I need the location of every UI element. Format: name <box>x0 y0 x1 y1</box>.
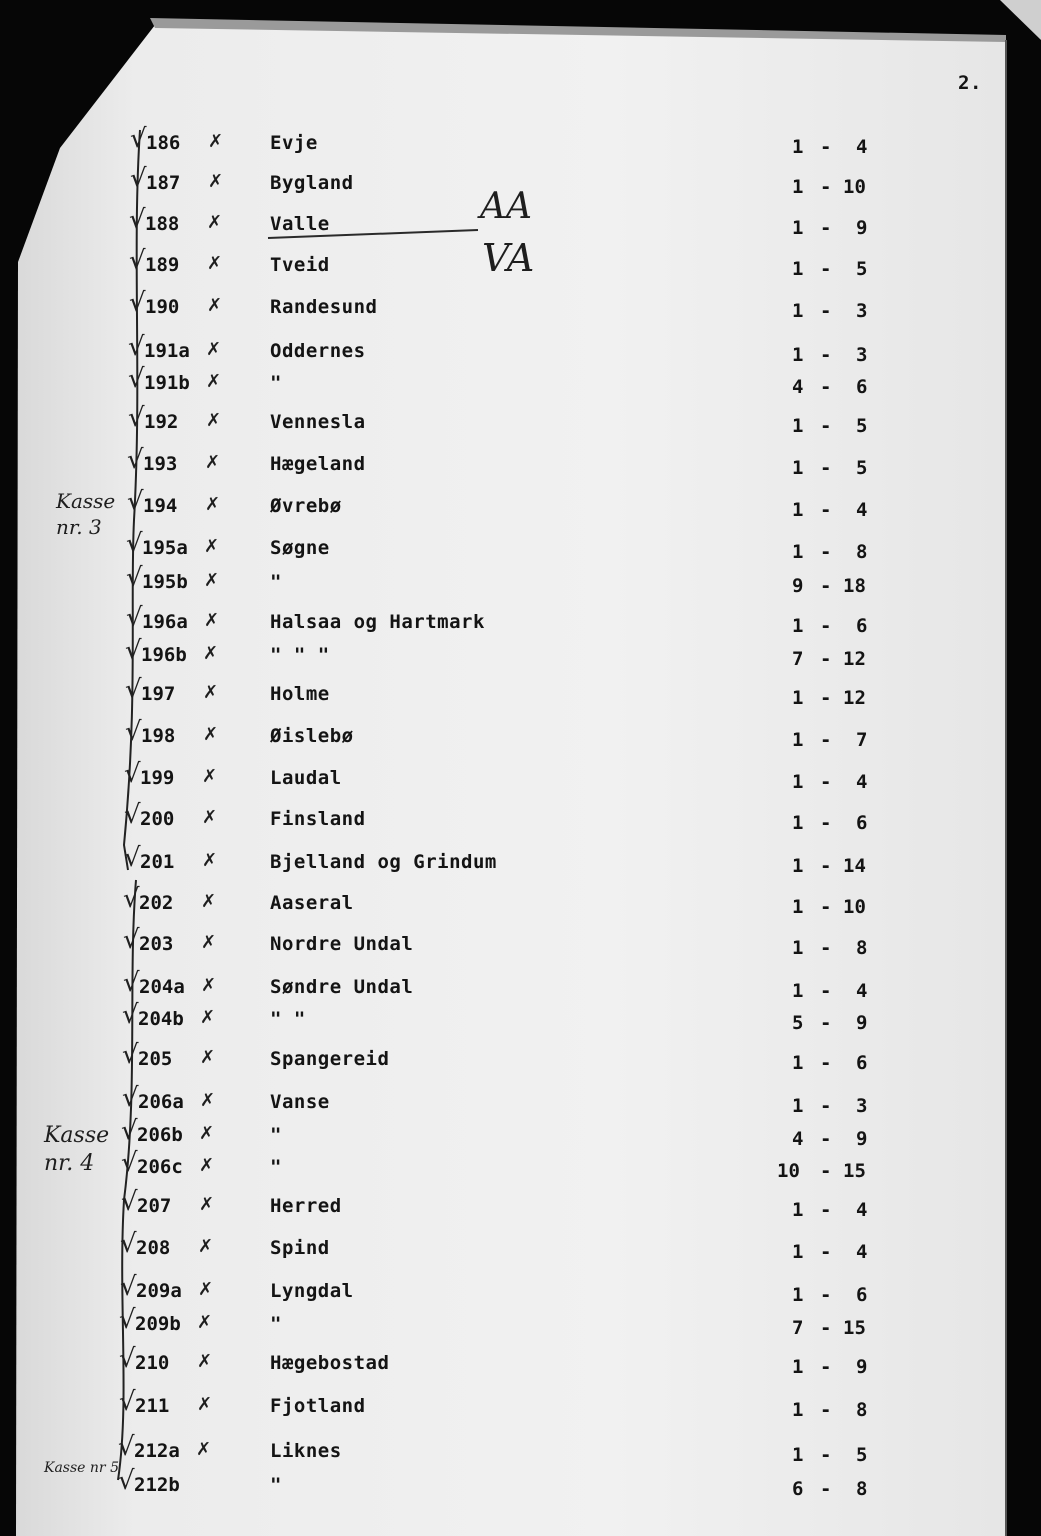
range-dash: - <box>820 1356 832 1378</box>
parish-name: Øvrebø <box>270 495 342 517</box>
parish-name: Liknes <box>270 1440 342 1462</box>
tick-mark-icon: ✗ <box>202 807 218 828</box>
parish-name: Evje <box>270 132 318 154</box>
check-mark-icon: √ <box>125 675 142 705</box>
range-to: 8 <box>856 937 868 959</box>
tick-mark-icon: ✗ <box>202 850 218 871</box>
parish-name: Valle <box>270 213 330 235</box>
range-from: 1 <box>792 1284 804 1306</box>
range-to: 12 <box>843 687 866 709</box>
tick-mark-icon: ✗ <box>205 452 221 473</box>
range-from: 1 <box>792 729 804 751</box>
range-to: 9 <box>856 1012 868 1034</box>
parish-name: Laudal <box>270 767 342 789</box>
check-mark-icon: √ <box>118 1432 135 1462</box>
parish-name: Fjotland <box>270 1395 366 1417</box>
entry-number: 200 <box>140 808 175 830</box>
tick-mark-icon: ✗ <box>208 131 224 152</box>
range-to: 3 <box>856 300 868 322</box>
check-mark-icon: √ <box>128 403 145 433</box>
range-dash: - <box>820 376 832 398</box>
page-number: 2. <box>958 72 982 94</box>
range-from: 1 <box>792 896 804 918</box>
tick-mark-icon: ✗ <box>201 891 217 912</box>
range-from: 1 <box>792 136 804 158</box>
range-to: 6 <box>856 376 868 398</box>
tick-mark-icon: ✗ <box>207 253 223 274</box>
tick-mark-icon: ✗ <box>199 1155 215 1176</box>
entry-number: 199 <box>140 767 175 789</box>
parish-name: Holme <box>270 683 330 705</box>
tick-mark-icon: ✗ <box>201 975 217 996</box>
tick-mark-icon: ✗ <box>200 1007 216 1028</box>
range-from: 1 <box>792 615 804 637</box>
range-to: 15 <box>843 1317 866 1339</box>
tick-mark-icon: ✗ <box>206 410 222 431</box>
range-from: 6 <box>792 1478 804 1500</box>
check-mark-icon: √ <box>122 1083 139 1113</box>
parish-name: Søndre Undal <box>270 976 414 998</box>
entry-number: 203 <box>139 933 174 955</box>
range-from: 1 <box>792 300 804 322</box>
range-to: 5 <box>856 1444 868 1466</box>
parish-name: Hægeland <box>270 453 366 475</box>
annotation-kasse-4: Kasse nr. 4 <box>44 1123 110 1176</box>
parish-name: Spind <box>270 1237 330 1259</box>
range-from: 1 <box>792 176 804 198</box>
range-to: 4 <box>856 1199 868 1221</box>
entry-number: 187 <box>146 172 181 194</box>
range-from: 5 <box>792 1012 804 1034</box>
tick-mark-icon: ✗ <box>201 932 217 953</box>
check-mark-icon: √ <box>127 487 144 517</box>
range-from: 1 <box>792 344 804 366</box>
range-dash: - <box>820 344 832 366</box>
entry-number: 193 <box>143 453 178 475</box>
range-to: 8 <box>856 541 868 563</box>
entry-number: 192 <box>144 411 179 433</box>
range-from: 10 <box>777 1160 800 1182</box>
range-from: 1 <box>792 1052 804 1074</box>
check-mark-icon: √ <box>124 759 141 789</box>
check-mark-icon: √ <box>120 1272 137 1302</box>
range-from: 4 <box>792 376 804 398</box>
range-dash: - <box>820 855 832 877</box>
range-dash: - <box>820 771 832 793</box>
parish-name: Randesund <box>270 296 378 318</box>
check-mark-icon: √ <box>126 603 143 633</box>
tick-mark-icon: ✗ <box>198 1279 214 1300</box>
entry-number: 212b <box>134 1474 180 1496</box>
check-mark-icon: √ <box>127 445 144 475</box>
check-mark-icon: √ <box>130 124 147 154</box>
range-dash: - <box>820 499 832 521</box>
range-from: 1 <box>792 1356 804 1378</box>
range-from: 1 <box>792 499 804 521</box>
parish-name: Vennesla <box>270 411 366 433</box>
tick-mark-icon: ✗ <box>203 724 219 745</box>
range-to: 5 <box>856 415 868 437</box>
range-from: 1 <box>792 541 804 563</box>
range-dash: - <box>820 687 832 709</box>
tick-mark-icon: ✗ <box>206 339 222 360</box>
range-to: 9 <box>856 1128 868 1150</box>
tick-mark-icon: ✗ <box>199 1194 215 1215</box>
range-from: 1 <box>792 937 804 959</box>
check-mark-icon: √ <box>128 364 145 394</box>
parish-name: Finsland <box>270 808 366 830</box>
range-from: 1 <box>792 1241 804 1263</box>
entry-number: 196b <box>141 644 187 666</box>
range-dash: - <box>820 457 832 479</box>
range-to: 10 <box>843 176 866 198</box>
check-mark-icon: √ <box>121 1187 138 1217</box>
range-dash: - <box>820 937 832 959</box>
check-mark-icon: √ <box>122 1000 139 1030</box>
annotation-aa: AA <box>480 186 532 227</box>
range-dash: - <box>820 300 832 322</box>
range-dash: - <box>820 1284 832 1306</box>
tick-mark-icon: ✗ <box>200 1090 216 1111</box>
check-mark-icon: √ <box>130 164 147 194</box>
entry-number: 194 <box>143 495 178 517</box>
tick-mark-icon: ✗ <box>207 212 223 233</box>
range-dash: - <box>820 1399 832 1421</box>
range-to: 9 <box>856 1356 868 1378</box>
check-mark-icon: √ <box>125 636 142 666</box>
range-dash: - <box>820 896 832 918</box>
range-to: 10 <box>843 896 866 918</box>
entry-number: 196a <box>142 611 188 633</box>
entry-number: 195b <box>142 571 188 593</box>
parish-name: " <box>270 1474 282 1496</box>
tick-mark-icon: ✗ <box>208 171 224 192</box>
tick-mark-icon: ✗ <box>197 1394 213 1415</box>
range-from: 7 <box>792 648 804 670</box>
range-to: 3 <box>856 344 868 366</box>
check-mark-icon: √ <box>124 843 141 873</box>
entry-number: 204a <box>139 976 185 998</box>
range-from: 1 <box>792 855 804 877</box>
range-from: 1 <box>792 1199 804 1221</box>
parish-name: " <box>270 372 282 394</box>
range-from: 4 <box>792 1128 804 1150</box>
check-mark-icon: √ <box>121 1148 138 1178</box>
range-from: 1 <box>792 1095 804 1117</box>
range-dash: - <box>820 1478 832 1500</box>
parish-name: Halsaa og Hartmark <box>270 611 485 633</box>
range-to: 8 <box>856 1399 868 1421</box>
range-to: 5 <box>856 457 868 479</box>
check-mark-icon: √ <box>120 1229 137 1259</box>
check-mark-icon: √ <box>123 925 140 955</box>
tick-mark-icon: ✗ <box>196 1439 212 1460</box>
check-mark-icon: √ <box>119 1344 136 1374</box>
tick-mark-icon: ✗ <box>197 1351 213 1372</box>
tick-mark-icon: ✗ <box>200 1047 216 1068</box>
entry-number: 206b <box>137 1124 183 1146</box>
range-to: 14 <box>843 855 866 877</box>
parish-name: Søgne <box>270 537 330 559</box>
range-to: 9 <box>856 217 868 239</box>
parish-name: Herred <box>270 1195 342 1217</box>
entry-number: 205 <box>138 1048 173 1070</box>
tick-mark-icon: ✗ <box>206 371 222 392</box>
range-dash: - <box>820 1160 832 1182</box>
entry-number: 209b <box>135 1313 181 1335</box>
range-dash: - <box>820 176 832 198</box>
check-mark-icon: √ <box>126 529 143 559</box>
range-to: 3 <box>856 1095 868 1117</box>
entry-number: 195a <box>142 537 188 559</box>
tick-mark-icon: ✗ <box>197 1312 213 1333</box>
range-from: 1 <box>792 217 804 239</box>
tick-mark-icon: ✗ <box>198 1236 214 1257</box>
range-dash: - <box>820 1128 832 1150</box>
range-dash: - <box>820 1199 832 1221</box>
entry-number: 211 <box>135 1395 170 1417</box>
parish-name: Aaseral <box>270 892 354 914</box>
parish-name: Nordre Undal <box>270 933 414 955</box>
range-from: 1 <box>792 771 804 793</box>
check-mark-icon: √ <box>129 205 146 235</box>
range-dash: - <box>820 541 832 563</box>
range-to: 7 <box>856 729 868 751</box>
range-dash: - <box>820 575 832 597</box>
check-mark-icon: √ <box>119 1387 136 1417</box>
parish-name: " <box>270 1156 282 1178</box>
range-dash: - <box>820 258 832 280</box>
range-dash: - <box>820 1012 832 1034</box>
range-to: 4 <box>856 136 868 158</box>
range-dash: - <box>820 1095 832 1117</box>
tick-mark-icon: ✗ <box>202 766 218 787</box>
parish-name: Oddernes <box>270 340 366 362</box>
range-dash: - <box>820 136 832 158</box>
range-from: 1 <box>792 687 804 709</box>
entry-number: 206c <box>137 1156 183 1178</box>
range-to: 6 <box>856 812 868 834</box>
check-mark-icon: √ <box>126 563 143 593</box>
check-mark-icon: √ <box>123 968 140 998</box>
range-from: 1 <box>792 980 804 1002</box>
range-to: 18 <box>843 575 866 597</box>
range-from: 1 <box>792 457 804 479</box>
entry-number: 207 <box>137 1195 172 1217</box>
tick-mark-icon: ✗ <box>203 682 219 703</box>
entry-number: 190 <box>145 296 180 318</box>
range-from: 1 <box>792 1444 804 1466</box>
entry-number: 204b <box>138 1008 184 1030</box>
entry-number: 189 <box>145 254 180 276</box>
range-dash: - <box>820 729 832 751</box>
range-to: 6 <box>856 615 868 637</box>
parish-name: Bjelland og Grindum <box>270 851 497 873</box>
range-dash: - <box>820 217 832 239</box>
entry-number: 206a <box>138 1091 184 1113</box>
tick-mark-icon: ✗ <box>207 295 223 316</box>
range-from: 7 <box>792 1317 804 1339</box>
check-mark-icon: √ <box>128 332 145 362</box>
range-dash: - <box>820 415 832 437</box>
parish-name: Tveid <box>270 254 330 276</box>
entry-number: 198 <box>141 725 176 747</box>
range-to: 4 <box>856 771 868 793</box>
parish-name: Bygland <box>270 172 354 194</box>
entry-number: 210 <box>135 1352 170 1374</box>
range-to: 4 <box>856 1241 868 1263</box>
parish-name: " " <box>270 1008 306 1030</box>
tick-mark-icon: ✗ <box>204 536 220 557</box>
range-to: 15 <box>843 1160 866 1182</box>
parish-name: Spangereid <box>270 1048 390 1070</box>
entry-number: 188 <box>145 213 180 235</box>
check-mark-icon: √ <box>122 1040 139 1070</box>
range-dash: - <box>820 615 832 637</box>
parish-name: " " " <box>270 644 330 666</box>
parish-name: " <box>270 571 282 593</box>
range-dash: - <box>820 1444 832 1466</box>
range-to: 4 <box>856 499 868 521</box>
check-mark-icon: √ <box>119 1305 136 1335</box>
annotation-kasse-5: Kasse nr 5 <box>44 1460 119 1476</box>
check-mark-icon: √ <box>129 288 146 318</box>
tick-mark-icon: ✗ <box>199 1123 215 1144</box>
range-to: 12 <box>843 648 866 670</box>
annotation-kasse-3: Kasse nr. 3 <box>56 489 116 539</box>
range-dash: - <box>820 648 832 670</box>
range-from: 1 <box>792 812 804 834</box>
entry-number: 197 <box>141 683 176 705</box>
entry-number: 201 <box>140 851 175 873</box>
entry-number: 186 <box>146 132 181 154</box>
entry-number: 208 <box>136 1237 171 1259</box>
range-from: 1 <box>792 258 804 280</box>
check-mark-icon: √ <box>118 1466 135 1496</box>
range-dash: - <box>820 980 832 1002</box>
parish-name: " <box>270 1124 282 1146</box>
entry-number: 212a <box>134 1440 180 1462</box>
tick-mark-icon: ✗ <box>205 494 221 515</box>
range-to: 6 <box>856 1052 868 1074</box>
range-to: 4 <box>856 980 868 1002</box>
range-dash: - <box>820 1317 832 1339</box>
range-dash: - <box>820 1241 832 1263</box>
parish-name: Hægebostad <box>270 1352 390 1374</box>
tick-mark-icon: ✗ <box>204 610 220 631</box>
check-mark-icon: √ <box>125 717 142 747</box>
parish-name: Øislebø <box>270 725 354 747</box>
range-dash: - <box>820 812 832 834</box>
tick-mark-icon: ✗ <box>204 570 220 591</box>
range-to: 8 <box>856 1478 868 1500</box>
check-mark-icon: √ <box>123 884 140 914</box>
parish-name: " <box>270 1313 282 1335</box>
parish-name: Lyngdal <box>270 1280 354 1302</box>
range-to: 6 <box>856 1284 868 1306</box>
range-dash: - <box>820 1052 832 1074</box>
tick-mark-icon: ✗ <box>203 643 219 664</box>
entry-number: 202 <box>139 892 174 914</box>
check-mark-icon: √ <box>124 800 141 830</box>
check-mark-icon: √ <box>121 1116 138 1146</box>
entry-number: 209a <box>136 1280 182 1302</box>
range-from: 1 <box>792 415 804 437</box>
annotation-va: VA <box>482 236 535 280</box>
range-from: 9 <box>792 575 804 597</box>
range-to: 5 <box>856 258 868 280</box>
entry-number: 191b <box>144 372 190 394</box>
check-mark-icon: √ <box>129 246 146 276</box>
parish-name: Vanse <box>270 1091 330 1113</box>
entry-number: 191a <box>144 340 190 362</box>
range-from: 1 <box>792 1399 804 1421</box>
